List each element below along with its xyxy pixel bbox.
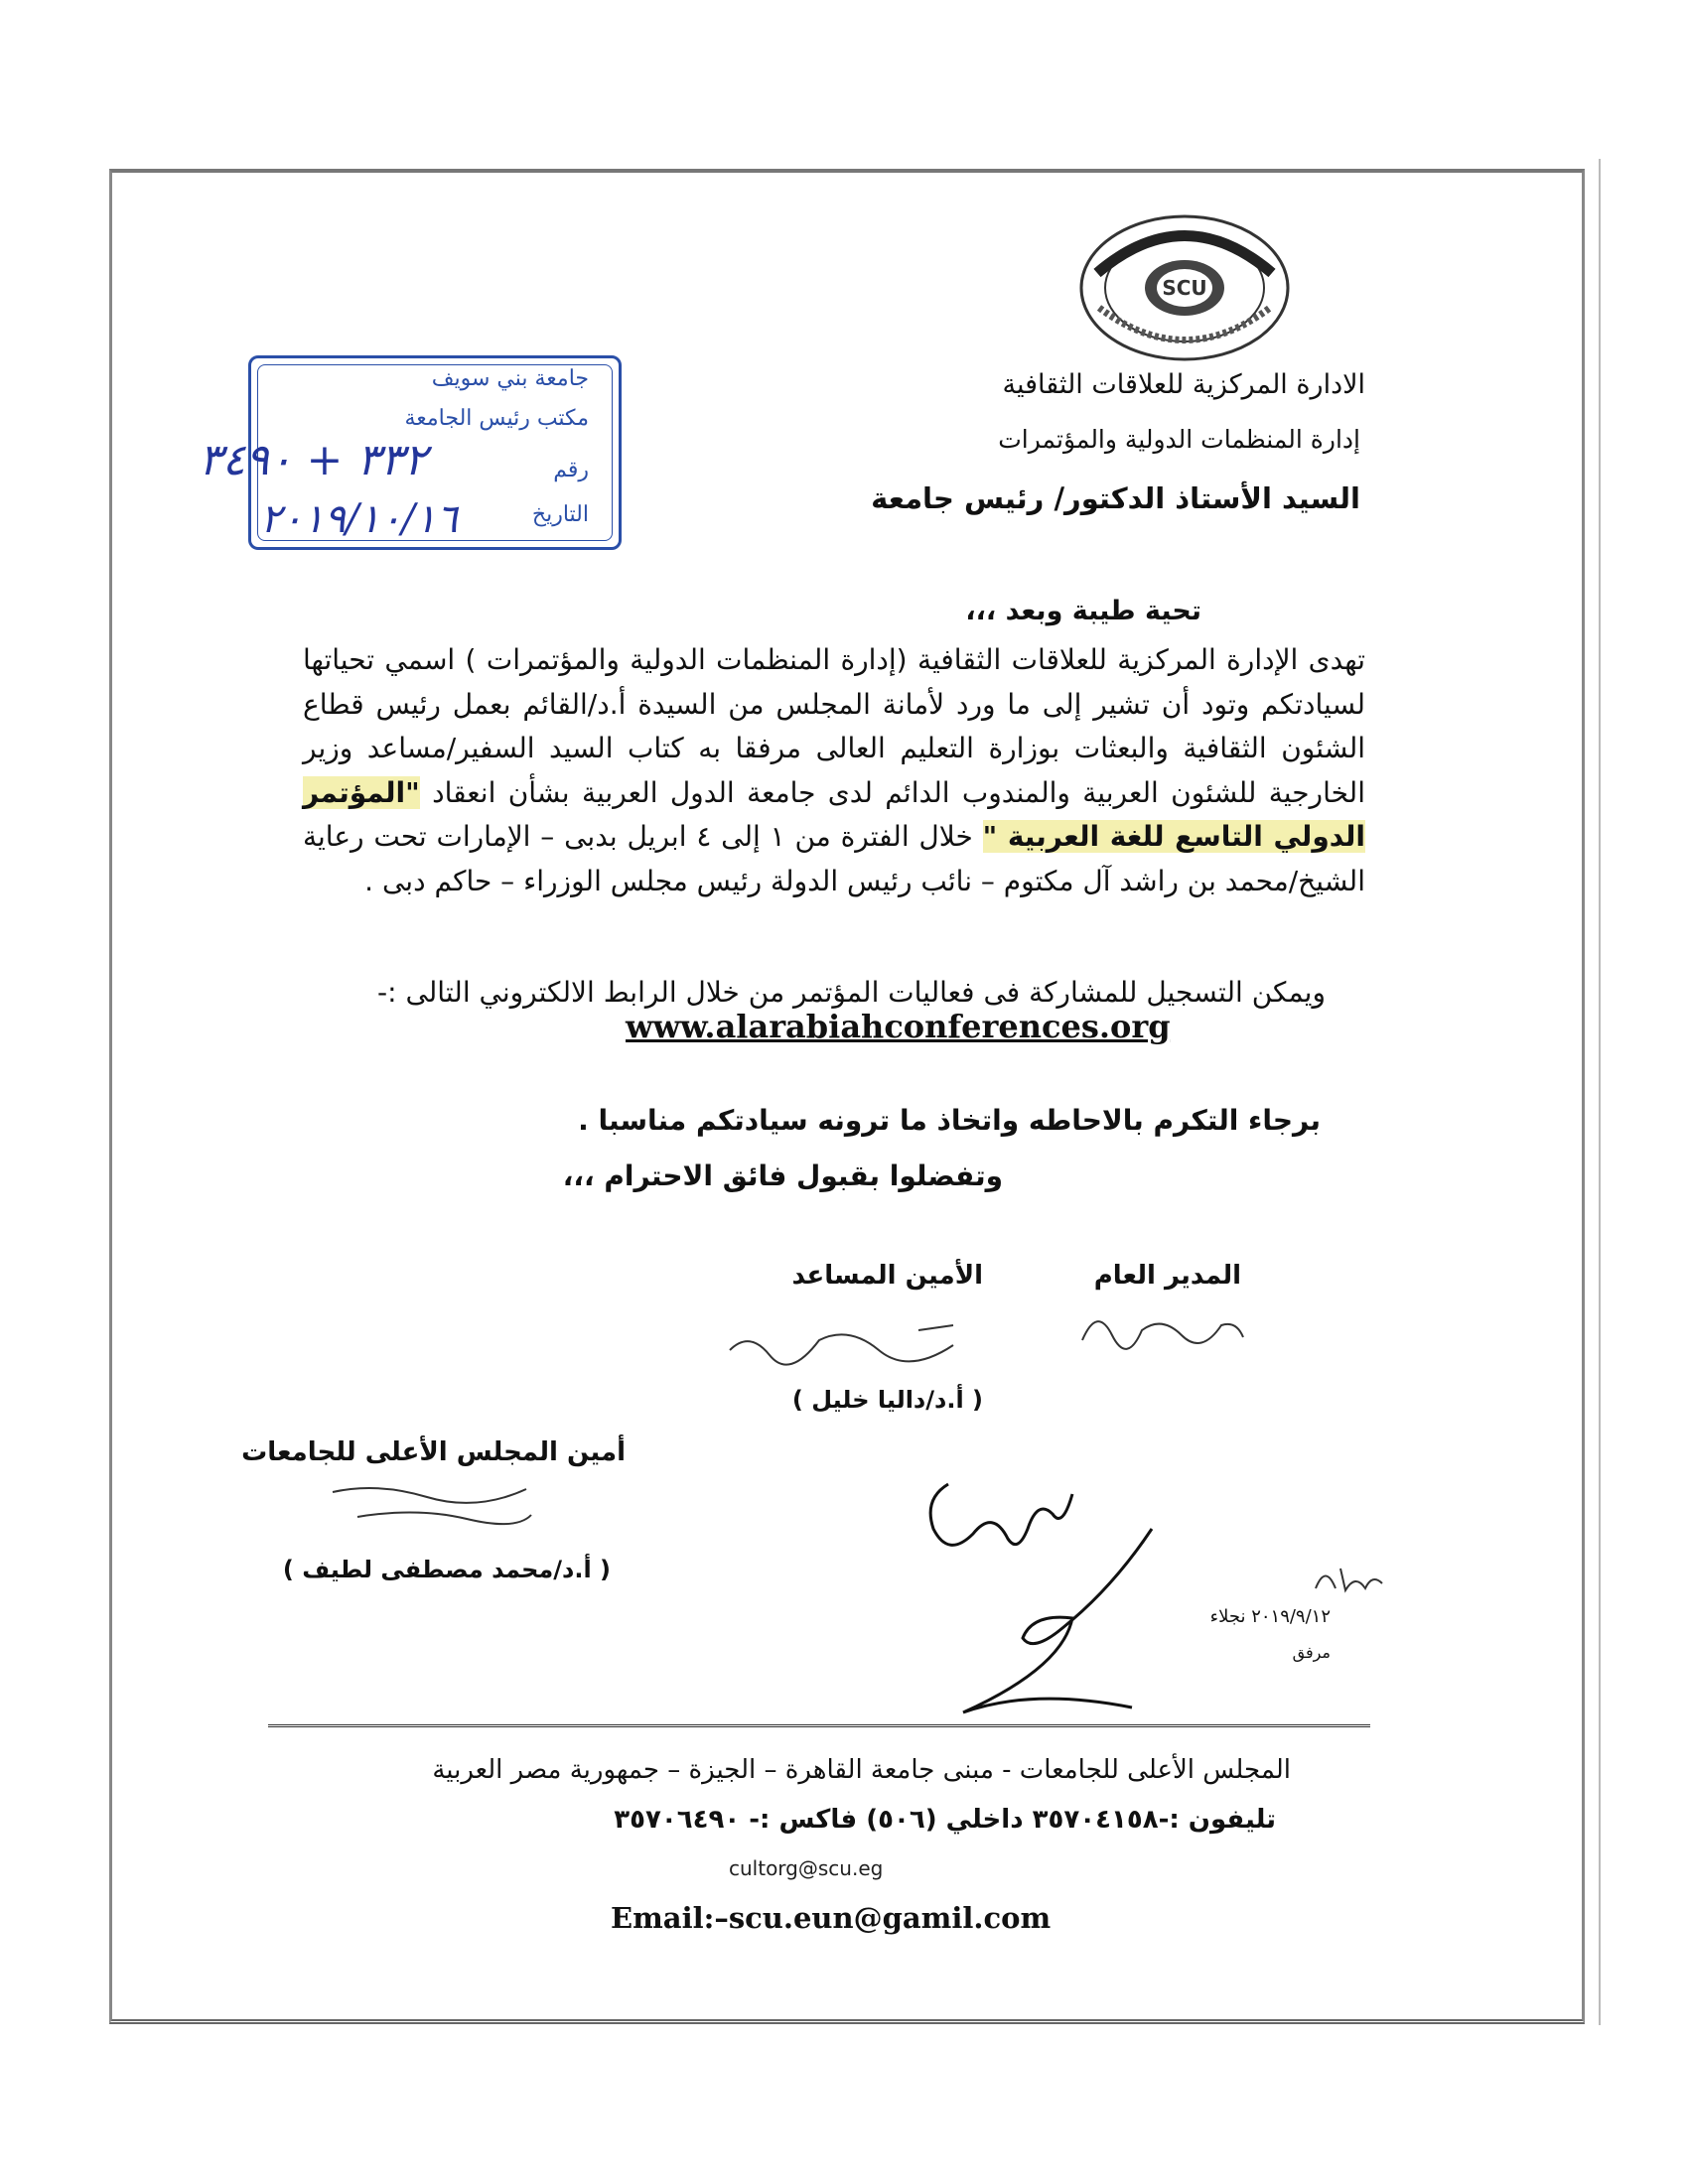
footer-email-primary[interactable]: cultorg@scu.eg [729,1856,884,1880]
addressee: السيد الأستاذ الدكتور/ رئيس جامعة [871,481,1360,515]
footer-email-secondary[interactable]: Email:–scu.eun@gamil.com [611,1901,1052,1935]
registration-note: ويمكن التسجيل للمشاركة فى فعاليات المؤتمر من خلال الرابط الالكتروني التالى :- [377,976,1326,1009]
conference-url-link[interactable]: www.alarabiahconferences.org [626,1008,1171,1045]
secretary-general-title: أمين المجلس الأعلى للجامعات [241,1437,626,1467]
assistant-secretary-name: ( أ.د/داليا خليل ) [791,1386,983,1414]
greeting: تحية طيبة وبعد ،،، [965,596,1201,626]
initials-mark [1311,1559,1390,1598]
handwritten-incoming-date: ٢٠١٩/١٠/١٦ [260,496,458,542]
stamp-line-office: مكتب رئيس الجامعة [404,406,589,431]
stamp-line-date: التاريخ [531,502,589,527]
svg-text:SCU: SCU [1162,276,1207,300]
secretary-general-name: ( أ.د/محمد مصطفى لطيف ) [282,1556,611,1583]
assistant-secretary-title: الأمين المساعد [791,1261,983,1291]
reference-date: ٢٠١٩/٩/١٢ نجلاء [1209,1606,1331,1627]
attachment-label: مرفق [1292,1643,1331,1662]
general-manager-signature [1072,1296,1251,1355]
scu-seal-logo [1077,213,1291,362]
closing-request: برجاء التكرم بالاحاطه واتخاذ ما ترونه سيادتكم مناسبا . [578,1104,1321,1137]
conference-name-highlight: "المؤتمر الدولي التاسع للغة العربية " [303,775,1366,853]
assistant-secretary-signature [720,1310,968,1370]
letter-body-details: خلال الفترة من ١ إلى ٤ ابريل بدبى – الإمارات تحت رعاية الشيخ/محمد بن راشد آل مكتوم – نائب رئيس الدولة رئيس مجلس الوزراء – حاكم دبى . [303,820,1365,897]
main-signature [914,1439,1172,1727]
secretary-general-signature [318,1477,546,1537]
closing-regards: وتفضلوا بقبول فائق الاحترام ،،، [562,1160,1003,1192]
general-manager-title: المدير العام [1093,1261,1241,1291]
department-line-1: الادارة المركزية للعلاقات الثقافية [1002,369,1365,400]
footer-phones: تليفون :-٣٥٧٠٤١٥٨ داخلي (٥٠٦) فاكس :- ٣٥٧٠٦٤٩٠ [614,1805,1276,1835]
department-line-2: إدارة المنظمات الدولية والمؤتمرات [998,425,1360,454]
letter-body-intro: تهدى الإدارة المركزية للعلاقات الثقافية (إدارة المنظمات الدولية والمؤتمرات ) اسمي تحياتها لسيادتكم وتود أن تشير إلى ما ورد لأمانة المجلس من السيدة أ.د/القائم بعمل رئيس قطاع الشئون الثقافية والبعثات بوزارة التعليم العالى مرفقا به كتاب السيد السفير/مساعد وزير الخارجية للشئون العربية والمندوب الدائم لدى جامعة الدول العربية بشأن انعقاد [303,643,1365,809]
footer-address: المجلس الأعلى للجامعات - مبنى جامعة القاهرة – الجيزة – جمهورية مصر العربية [432,1755,1291,1785]
footer-divider [268,1724,1370,1727]
letter-body [303,638,1365,903]
stamp-line-university: جامعة بني سويف [431,366,589,391]
handwritten-incoming-number: ٣٣٢ + ٣٤٩٠ [199,435,428,485]
stamp-line-number: رقم [553,458,589,482]
frame-shadow [1599,159,1601,2025]
